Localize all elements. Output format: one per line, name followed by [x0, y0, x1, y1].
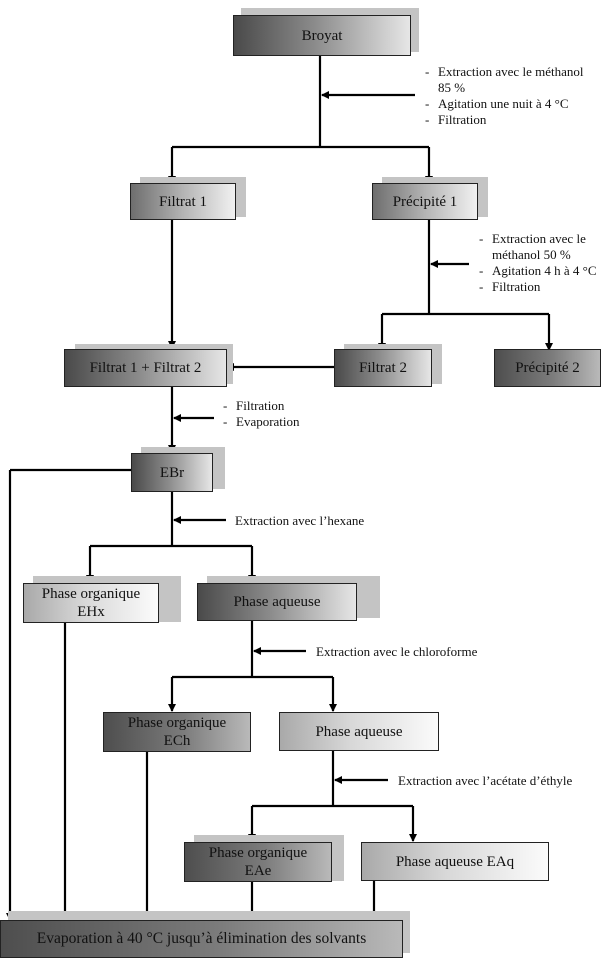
node-evaporation: Evaporation à 40 °C jusqu’à élimination des solvants — [0, 920, 403, 958]
note-step-1-line-1b: 85 % — [438, 80, 466, 95]
node-phase-organique-ech: Phase organique ECh — [103, 712, 251, 752]
note-step-1-line-3: - Filtration — [425, 112, 583, 128]
node-filtrat-1-plus-2: Filtrat 1 + Filtrat 2 — [64, 349, 227, 387]
note-step-3-line-1: - Filtration — [223, 398, 300, 414]
note-step-2 — [479, 231, 597, 295]
note-step-1-line-2: - Agitation une nuit à 4 °C — [425, 96, 583, 112]
note-step-2-line-1: - Extraction avec le — [479, 231, 597, 247]
node-filtrat-1: Filtrat 1 — [130, 183, 236, 220]
note-step-1 — [425, 64, 583, 128]
node-ebr: EBr — [131, 453, 213, 492]
note-acetate: Extraction avec l’acétate d’éthyle — [398, 773, 573, 788]
note-step-3-line-2: - Evaporation — [223, 414, 300, 430]
node-broyat: Broyat — [233, 15, 411, 56]
node-phase-aqueuse-2: Phase aqueuse — [279, 712, 439, 751]
node-phase-aqueuse-1: Phase aqueuse — [197, 583, 357, 621]
note-step-2-line-1b: méthanol 50 % — [492, 247, 571, 262]
node-precipite-1: Précipité 1 — [372, 183, 478, 220]
note-step-3 — [223, 398, 300, 430]
node-phase-organique-eae: Phase organique EAe — [184, 842, 332, 882]
note-step-2-line-2: - Agitation 4 h à 4 °C — [479, 263, 597, 279]
note-step-2-line-3: - Filtration — [479, 279, 597, 295]
node-phase-aqueuse-eaq: Phase aqueuse EAq — [361, 842, 549, 881]
note-hexane: Extraction avec l’hexane — [235, 513, 365, 528]
node-phase-organique-ehx: Phase organique EHx — [23, 583, 159, 623]
note-step-1-line-1: - Extraction avec le méthanol — [425, 64, 583, 80]
node-filtrat-2: Filtrat 2 — [334, 349, 432, 387]
node-precipite-2: Précipité 2 — [494, 349, 601, 387]
note-chloroforme: Extraction avec le chloroforme — [316, 644, 478, 659]
